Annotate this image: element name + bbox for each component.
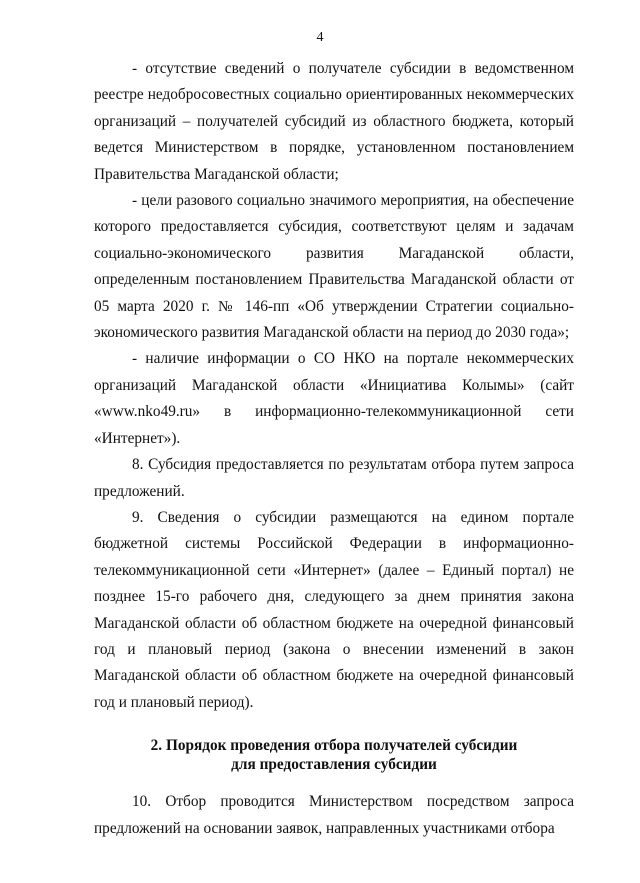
page-number: 4 xyxy=(316,30,324,45)
paragraph-item-10: 10. Отбор проводится Министерством посредством запроса предложений на основании заявок, направленных участниками отбора xyxy=(94,793,574,837)
paragraph-event-goals: - цели разового социально значимого мероприятия, на обеспечение которого предоставляется субсидия, соответствуют целям и задачам социально-экономического развития Магаданской области, определенным постановлением Правительства Магаданской области от 05 марта 2020 г. № 146-пп «Об утверждении Стратегии социально-экономического развития Магаданской области на период до 2030 года»; xyxy=(94,192,574,342)
section-heading xyxy=(94,736,574,774)
paragraph-nko-portal-info: - наличие информации о СО НКО на портале некоммерческих организаций Магаданской области «Инициатива Колымы» (сайт «www.nko49.ru» в информационно-телекоммуникационной сети «Интернет»). xyxy=(94,350,574,447)
section-heading-line-2: для предоставления субсидии xyxy=(231,756,437,774)
paragraph-no-bad-faith-registry: - отсутствие сведений о получателе субсидии в ведомственном реестре недобросовестных социально ориентированных некоммерческих организаций – получателей субсидий из областного бюджета, который ведется Министерством в порядке, установленном постановлением Правительства Магаданской области; xyxy=(94,60,574,183)
document-body xyxy=(94,56,574,842)
section-heading-line-1: 2. Порядок проведения отбора получателей субсидии xyxy=(150,737,518,755)
paragraph-item-8: 8. Субсидия предоставляется по результатам отбора путем запроса предложений. xyxy=(94,456,574,500)
paragraph-item-9: 9. Сведения о субсидии размещаются на едином портале бюджетной системы Российской Федерации в информационно-телекоммуникационной сети «Интернет» (далее – Единый портал) не позднее 15-го рабочего дня, следующего за днем принятия закона Магаданской области об областном бюджете на очередной финансовый год и плановый период (закона о внесении изменений в закон Магаданской области об областном бюджете на очередной финансовый год и плановый период). xyxy=(94,508,574,711)
